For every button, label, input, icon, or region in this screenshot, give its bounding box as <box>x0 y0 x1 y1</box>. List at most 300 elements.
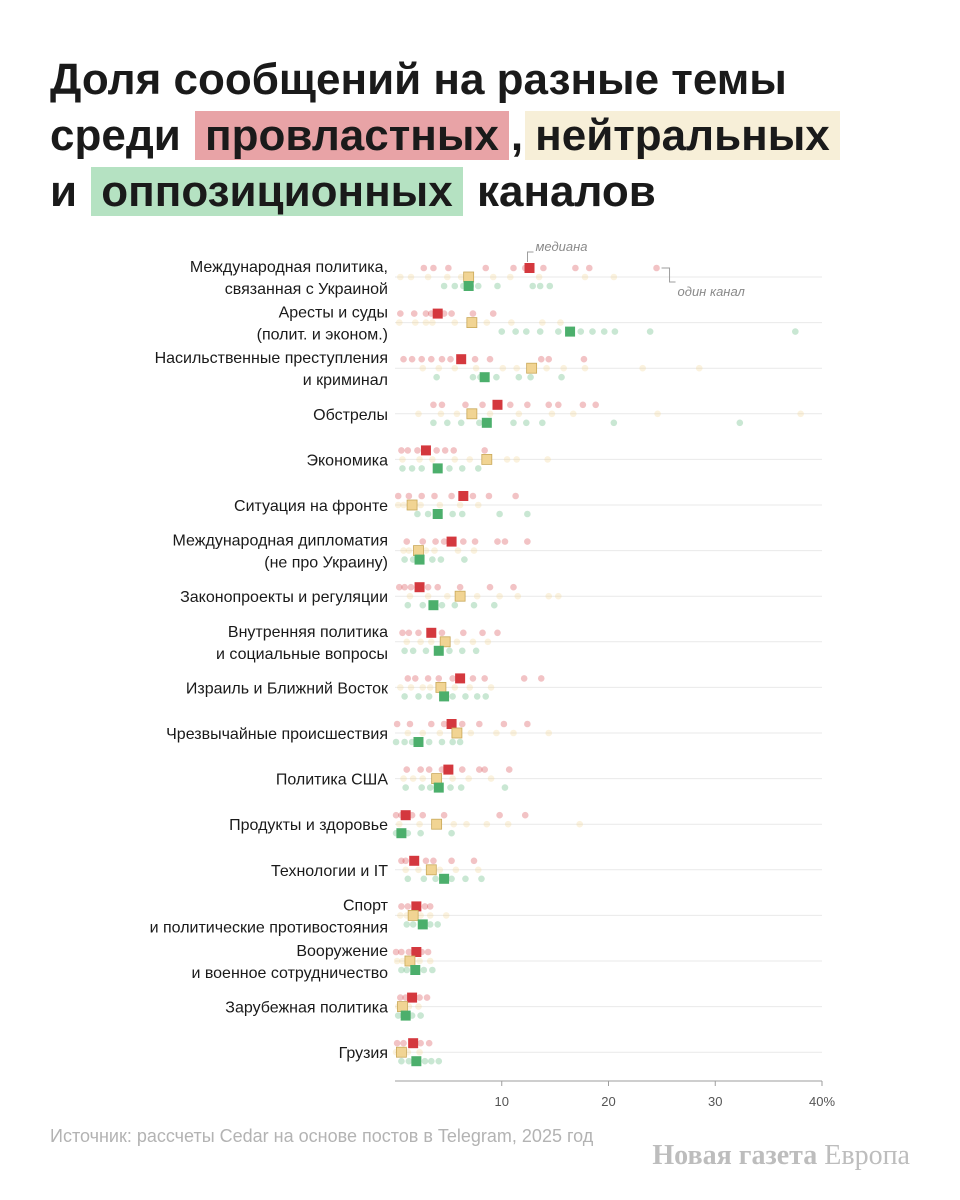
channel-dot-opp <box>475 283 482 290</box>
channel-dot-pro <box>471 858 478 865</box>
channel-dot-neutral <box>544 456 551 463</box>
channel-dot-pro <box>490 310 497 317</box>
channel-dot-neutral <box>400 775 407 782</box>
channel-dot-pro <box>524 402 531 409</box>
channel-dot-opp <box>426 739 433 746</box>
channel-dot-pro <box>414 447 421 454</box>
category-label: Политика США <box>275 771 388 789</box>
channel-dot-neutral <box>454 411 461 418</box>
median-marker-neutral <box>467 318 477 328</box>
median-marker-pro <box>447 719 457 729</box>
channel-dot-opp <box>417 1012 424 1019</box>
channel-dot-pro <box>403 766 410 773</box>
category-label: (полит. и эконом.) <box>256 326 388 344</box>
channel-dot-neutral <box>417 639 424 646</box>
channel-dot-neutral <box>493 730 500 737</box>
channel-dot-opp <box>577 328 584 335</box>
channel-dot-neutral <box>435 365 442 372</box>
channel-dot-pro <box>506 766 513 773</box>
channel-dot-neutral <box>484 319 491 326</box>
median-marker-neutral <box>426 865 436 875</box>
channel-dot-opp <box>406 1058 413 1065</box>
channel-dot-neutral <box>543 365 550 372</box>
channel-dot-pro <box>400 356 407 363</box>
channel-dot-pro <box>457 584 464 591</box>
channel-dot-pro <box>470 310 477 317</box>
title-highlight-neutral: нейтральных <box>525 111 840 160</box>
channel-dot-pro <box>431 493 438 500</box>
channel-dot-neutral <box>417 502 424 509</box>
channel-dot-pro <box>472 356 479 363</box>
channel-dot-neutral <box>576 821 583 828</box>
channel-dot-opp <box>410 921 417 928</box>
median-marker-pro <box>433 309 443 319</box>
channel-dot-pro <box>592 402 599 409</box>
channel-dot-pro <box>405 903 412 910</box>
channel-dot-pro <box>487 584 494 591</box>
channel-dot-opp <box>418 465 425 472</box>
median-annotation: медиана <box>535 239 588 254</box>
channel-dot-pro <box>441 812 448 819</box>
category-label: Израиль и Ближний Восток <box>185 680 388 698</box>
median-marker-opp <box>482 418 492 428</box>
channel-dot-pro <box>487 356 494 363</box>
channel-dot-neutral <box>429 319 436 326</box>
channel-dot-neutral <box>510 730 517 737</box>
channel-dot-neutral <box>427 958 434 965</box>
channel-dot-neutral <box>516 411 523 418</box>
channel-dot-pro <box>494 538 501 545</box>
channel-dot-pro <box>482 265 489 272</box>
median-marker-opp <box>434 646 444 656</box>
channel-dot-neutral <box>467 730 474 737</box>
median-marker-opp <box>480 372 490 382</box>
channel-dot-opp <box>401 693 408 700</box>
channel-dot-pro <box>507 402 514 409</box>
channel-dot-neutral <box>570 411 577 418</box>
channel-dot-pro <box>479 402 486 409</box>
channel-dot-pro <box>418 493 425 500</box>
category-label: и криминал <box>302 372 388 390</box>
median-marker-pro <box>415 582 425 592</box>
x-tick-label: 40% <box>808 1094 836 1109</box>
channel-dot-pro <box>411 310 418 317</box>
channel-dot-pro <box>540 265 547 272</box>
category-label: Насильственные преступления <box>154 350 388 368</box>
category-label: Спорт <box>343 897 388 915</box>
channel-dot-pro <box>406 949 413 956</box>
channel-dot-opp <box>459 465 466 472</box>
channel-dot-pro <box>441 721 448 728</box>
channel-dot-pro <box>545 402 552 409</box>
channel-dot-neutral <box>427 912 434 919</box>
channel-dot-neutral <box>508 319 515 326</box>
channel-dot-neutral <box>475 502 482 509</box>
channel-dot-opp <box>401 648 408 655</box>
channel-dot-neutral <box>488 775 495 782</box>
category-label: и социальные вопросы <box>216 645 388 663</box>
channel-dot-pro <box>512 493 519 500</box>
channel-dot-pro <box>459 766 466 773</box>
channel-dot-opp <box>405 602 412 609</box>
median-marker-pro <box>443 765 453 775</box>
channel-dot-neutral <box>406 547 413 554</box>
channel-dot-pro <box>430 402 437 409</box>
channel-dot-opp <box>471 602 478 609</box>
channel-dot-neutral <box>475 867 482 874</box>
channel-dot-pro <box>419 812 426 819</box>
median-marker-neutral <box>467 409 477 419</box>
channel-dot-opp <box>512 328 519 335</box>
channel-dot-opp <box>435 1058 442 1065</box>
median-marker-pro <box>458 491 468 501</box>
channel-dot-opp <box>478 876 485 883</box>
channel-dot-opp <box>601 328 608 335</box>
median-marker-neutral <box>464 272 474 282</box>
channel-dot-neutral <box>416 456 423 463</box>
channel-dot-opp <box>449 739 456 746</box>
median-marker-pro <box>421 445 431 455</box>
channel-dot-pro <box>524 538 531 545</box>
channel-dot-neutral <box>419 365 426 372</box>
median-marker-opp <box>411 1056 421 1066</box>
channel-dot-neutral <box>454 639 461 646</box>
channel-dot-pro <box>426 1040 433 1047</box>
median-marker-neutral <box>397 1002 407 1012</box>
channel-dot-pro <box>459 721 466 728</box>
channel-dot-neutral <box>416 1049 423 1056</box>
category-label: Технологии и IT <box>271 862 388 880</box>
channel-dot-opp <box>546 283 553 290</box>
channel-dot-pro <box>421 265 428 272</box>
channel-dot-pro <box>435 675 442 682</box>
category-label: и политические противостояния <box>149 919 388 937</box>
channel-dot-opp <box>558 374 565 381</box>
channel-dot-opp <box>398 1058 405 1065</box>
channel-dot-opp <box>444 420 451 427</box>
median-marker-pro <box>411 901 421 911</box>
channel-dot-opp <box>439 602 446 609</box>
channel-dot-opp <box>459 511 466 518</box>
channel-dot-pro <box>460 630 467 637</box>
channel-dot-pro <box>462 402 469 409</box>
channel-dot-neutral <box>428 639 435 646</box>
channel-dot-opp <box>473 648 480 655</box>
channel-dot-neutral <box>416 821 423 828</box>
channel-dot-neutral <box>397 684 404 691</box>
source-note: Источник: рассчеты Cedar на основе постов в Telegram, 2025 год <box>50 1126 594 1146</box>
median-marker-opp <box>433 463 443 473</box>
channel-dot-pro <box>398 949 405 956</box>
channel-dot-pro <box>481 766 488 773</box>
channel-dot-neutral <box>513 365 520 372</box>
channel-dot-pro <box>521 675 528 682</box>
channel-dot-neutral <box>423 319 430 326</box>
channel-dot-neutral <box>408 274 415 281</box>
channel-dot-opp <box>409 465 416 472</box>
channel-dot-opp <box>421 967 428 974</box>
median-marker-neutral <box>436 682 446 692</box>
channel-dot-pro <box>406 630 413 637</box>
channel-dot-opp <box>441 283 448 290</box>
channel-dot-neutral <box>560 365 567 372</box>
channel-dot-opp <box>451 602 458 609</box>
channel-dot-neutral <box>451 456 458 463</box>
title-line-2 <box>50 108 930 164</box>
channel-dot-pro <box>394 721 401 728</box>
channel-dot-neutral <box>438 411 445 418</box>
channel-dot-neutral <box>431 547 438 554</box>
channel-dot-neutral <box>397 274 404 281</box>
channel-dot-pro <box>447 356 454 363</box>
channel-dot-pro <box>450 447 457 454</box>
channel-dot-pro <box>442 447 449 454</box>
channel-dot-pro <box>415 630 422 637</box>
dot-plot-chart <box>0 225 960 1115</box>
channel-dot-opp <box>393 739 400 746</box>
channel-dot-pro <box>510 265 517 272</box>
channel-dot-neutral <box>419 684 426 691</box>
channel-dot-opp <box>792 328 799 335</box>
channel-dot-opp <box>434 921 441 928</box>
channel-dot-opp <box>403 967 410 974</box>
channel-dot-neutral <box>470 639 477 646</box>
channel-dot-neutral <box>555 593 562 600</box>
median-marker-pro <box>525 263 535 273</box>
channel-dot-neutral <box>449 775 456 782</box>
median-marker-pro <box>411 947 421 957</box>
channel-dot-neutral <box>415 1003 422 1010</box>
channel-dot-neutral <box>797 411 804 418</box>
channel-dot-opp <box>410 648 417 655</box>
channel-dot-neutral <box>457 502 464 509</box>
median-marker-opp <box>410 965 420 975</box>
channel-dot-opp <box>459 648 466 655</box>
title-highlight-pro: провластных <box>195 111 509 160</box>
category-label: связанная с Украиной <box>224 281 388 298</box>
channel-dot-pro <box>428 721 435 728</box>
channel-dot-opp <box>432 876 439 883</box>
category-label: и военное сотрудничество <box>191 965 388 982</box>
median-annotation-leader <box>528 252 534 262</box>
channel-dot-neutral <box>465 775 472 782</box>
channel-dot-neutral <box>425 593 432 600</box>
channel-dot-opp <box>414 511 421 518</box>
channel-dot-opp <box>555 328 562 335</box>
channel-dot-opp <box>447 784 454 791</box>
median-marker-pro <box>408 1038 418 1048</box>
channel-dot-neutral <box>403 639 410 646</box>
channel-dot-neutral <box>405 730 412 737</box>
channel-dot-opp <box>462 876 469 883</box>
channel-dot-opp <box>493 374 500 381</box>
channel-dot-pro <box>580 402 587 409</box>
channel-dot-pro <box>401 584 408 591</box>
channel-dot-opp <box>516 374 523 381</box>
channel-dot-opp <box>428 1058 435 1065</box>
channel-dot-neutral <box>545 730 552 737</box>
channel-dot-opp <box>458 420 465 427</box>
channel-dot-neutral <box>466 684 473 691</box>
channel-dot-opp <box>458 784 465 791</box>
channel-dot-opp <box>537 328 544 335</box>
channel-dot-opp <box>491 602 498 609</box>
one-channel-annotation-leader <box>662 268 676 282</box>
channel-dot-opp <box>446 648 453 655</box>
median-marker-opp <box>433 509 443 519</box>
channel-dot-pro <box>448 858 455 865</box>
channel-dot-neutral <box>466 456 473 463</box>
channel-dot-pro <box>412 675 419 682</box>
median-marker-pro <box>447 537 457 547</box>
channel-dot-pro <box>653 265 660 272</box>
channel-dot-opp <box>498 328 505 335</box>
category-label: Законопроекты и регуляции <box>180 589 388 607</box>
channel-dot-neutral <box>582 365 589 372</box>
channel-dot-pro <box>538 675 545 682</box>
channel-dot-pro <box>398 447 405 454</box>
channel-dot-neutral <box>490 274 497 281</box>
median-marker-opp <box>439 691 449 701</box>
title-line-2-prefix: среди <box>50 111 181 160</box>
channel-dot-pro <box>441 538 448 545</box>
channel-dot-neutral <box>557 319 564 326</box>
channel-dot-neutral <box>473 365 480 372</box>
channel-dot-opp <box>423 648 430 655</box>
channel-dot-pro <box>430 858 437 865</box>
channel-dot-neutral <box>396 319 403 326</box>
channel-dot-pro <box>394 1040 401 1047</box>
channel-dot-neutral <box>415 411 422 418</box>
channel-dot-neutral <box>429 456 436 463</box>
channel-dot-opp <box>448 830 455 837</box>
channel-dot-neutral <box>437 502 444 509</box>
channel-dot-opp <box>539 420 546 427</box>
x-tick-label: 10 <box>494 1094 509 1109</box>
median-marker-opp <box>464 281 474 291</box>
channel-dot-opp <box>399 465 406 472</box>
channel-dot-neutral <box>397 912 404 919</box>
category-label: Экономика <box>306 452 388 470</box>
channel-dot-opp <box>421 876 428 883</box>
channel-dot-neutral <box>654 411 661 418</box>
channel-dot-neutral <box>415 867 422 874</box>
channel-dot-opp <box>395 1012 402 1019</box>
channel-dot-pro <box>425 949 432 956</box>
channel-dot-pro <box>448 310 455 317</box>
channel-dot-pro <box>425 675 432 682</box>
channel-dot-neutral <box>443 912 450 919</box>
channel-dot-pro <box>439 356 446 363</box>
channel-dot-opp <box>451 283 458 290</box>
channel-dot-opp <box>457 739 464 746</box>
category-label: Зарубежная политика <box>225 999 388 1017</box>
median-marker-neutral <box>482 454 492 464</box>
channel-dot-neutral <box>504 456 511 463</box>
category-label: (не про Украину) <box>264 554 388 572</box>
title-comma: , <box>510 111 524 160</box>
channel-dot-neutral <box>402 867 409 874</box>
channel-dot-neutral <box>487 411 494 418</box>
channel-dot-pro <box>470 675 477 682</box>
channel-dot-neutral <box>455 547 462 554</box>
channel-dot-pro <box>424 994 431 1001</box>
channel-dot-pro <box>409 356 416 363</box>
channel-dot-pro <box>472 538 479 545</box>
channel-dot-opp <box>415 693 422 700</box>
channel-dot-neutral <box>485 639 492 646</box>
median-marker-opp <box>439 874 449 884</box>
channel-dot-opp <box>438 556 445 563</box>
median-marker-pro <box>456 354 466 364</box>
x-tick-label: 20 <box>601 1094 616 1109</box>
publisher-logo <box>652 1140 910 1172</box>
chart-title <box>50 52 930 220</box>
channel-dot-neutral <box>451 319 458 326</box>
channel-dot-pro <box>417 1040 424 1047</box>
channel-dot-pro <box>449 675 456 682</box>
median-marker-neutral <box>413 546 423 556</box>
channel-dot-opp <box>425 511 432 518</box>
channel-dot-opp <box>482 693 489 700</box>
channel-dot-opp <box>502 784 509 791</box>
channel-dot-neutral <box>407 593 414 600</box>
median-marker-neutral <box>407 500 417 510</box>
channel-dot-opp <box>523 420 530 427</box>
channel-dot-opp <box>647 328 654 335</box>
channel-dot-pro <box>486 493 493 500</box>
channel-dot-opp <box>401 739 408 746</box>
channel-dot-pro <box>430 265 437 272</box>
channel-dot-pro <box>423 858 430 865</box>
channel-dot-neutral <box>696 365 703 372</box>
channel-dot-neutral <box>412 319 419 326</box>
median-marker-opp <box>401 1011 411 1021</box>
channel-dot-opp <box>430 420 437 427</box>
channel-dot-pro <box>419 538 426 545</box>
channel-dot-opp <box>433 374 440 381</box>
channel-dot-pro <box>448 493 455 500</box>
channel-dot-neutral <box>419 775 426 782</box>
median-marker-opp <box>565 327 575 337</box>
channel-dot-opp <box>475 465 482 472</box>
channel-dot-neutral <box>450 821 457 828</box>
channel-dot-opp <box>449 511 456 518</box>
channel-dot-pro <box>395 493 402 500</box>
channel-dot-opp <box>427 784 434 791</box>
median-marker-pro <box>455 673 465 683</box>
channel-dot-pro <box>398 903 405 910</box>
channel-dot-neutral <box>582 274 589 281</box>
channel-dot-opp <box>462 693 469 700</box>
channel-dot-pro <box>496 812 503 819</box>
channel-dot-pro <box>439 402 446 409</box>
median-marker-neutral <box>455 591 465 601</box>
title-highlight-opp: оппозиционных <box>91 167 462 216</box>
channel-dot-neutral <box>545 593 552 600</box>
channel-dot-opp <box>418 784 425 791</box>
median-marker-neutral <box>408 910 418 920</box>
channel-dot-neutral <box>416 958 423 965</box>
channel-dot-pro <box>425 584 432 591</box>
channel-dot-opp <box>510 420 517 427</box>
x-tick-label: 30 <box>708 1094 723 1109</box>
channel-dot-neutral <box>419 730 426 737</box>
category-label: Продукты и здоровье <box>229 817 388 835</box>
channel-dot-opp <box>494 283 501 290</box>
channel-dot-opp <box>403 921 410 928</box>
channel-dot-pro <box>427 903 434 910</box>
